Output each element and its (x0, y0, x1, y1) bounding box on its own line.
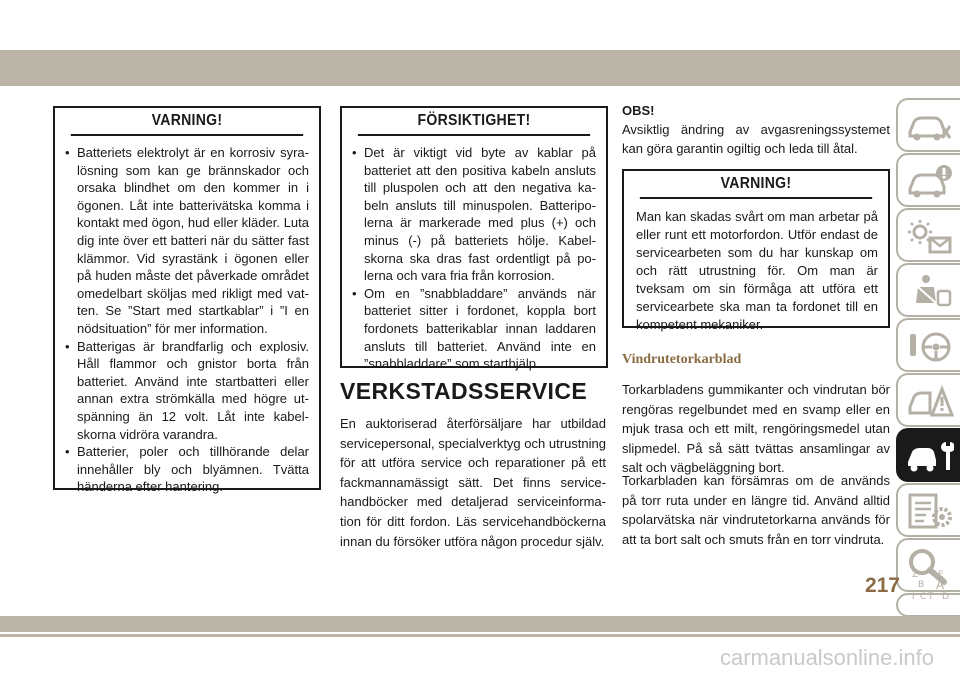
index-letter: B (918, 580, 925, 590)
index-letter: Z (912, 570, 919, 580)
warning-list (55, 136, 319, 496)
tab-lights-messages[interactable] (896, 208, 960, 262)
footer-band (0, 616, 960, 632)
car-wrench-icon (906, 438, 954, 476)
wiper-paragraph: Torkarbladens gummikanter och vindrutan bör rengöras regelbundet med en svamp eller en mjuk trasa och ett milt, rengöringsmedel utan slipmedel. På så sätt tvättas ansamlingar av salt och vägbeläggning bort. (622, 382, 890, 476)
watermark: carmanualsonline.info (719, 645, 934, 670)
index-letters-icon (906, 567, 954, 605)
wiper-paragraph: Torkarbladen kan försämras om de används på torr ruta under en längre tid. Använd alltid spolarvätska när vindrutetorkarna används för att ta bort salt och smuts från en torr vindruta. (622, 473, 890, 547)
warning-item: • Batterigas är brandfarlig och explosiv. Håll flammor och gnistor borta från batteriet. Använd inte startbatteri eller annan extra strömkälla med högre utspänning än 12 volt. Låt inte kabelskorna vidröra varandra. (65, 338, 309, 444)
warning-title: VARNING! (71, 108, 303, 136)
index-letter: D (942, 592, 949, 602)
tab-car-warning[interactable] (896, 98, 960, 152)
warning-text: Man kan skadas svårt om man arbetar på eller runt ett motorfordon. Utför endast de servicearbeten som du har kunskap om och rätt utrustning för. Om man är tveksam om sin förmåga att utföra ett servicearbete ska man ta fordonet till en kompetent mekaniker. (636, 209, 878, 332)
tab-car-info[interactable] (896, 153, 960, 207)
section-heading-workshop-service: VERKSTADSSERVICE (340, 378, 588, 404)
warning-box-battery (53, 106, 321, 495)
header-band (0, 50, 960, 86)
tab-driving[interactable] (896, 318, 960, 372)
tab-index[interactable] (896, 570, 960, 617)
note-text: Avsiktlig ändring av avgasreningssystemet kan göra garantin ogiltig och leda till åtal. (622, 122, 890, 156)
index-letter: T (928, 592, 934, 602)
caution-box (340, 106, 608, 372)
caution-title: FÖRSIKTIGHET! (358, 108, 590, 136)
tab-service-maintenance[interactable] (896, 428, 960, 482)
warning-title: VARNING! (640, 171, 872, 199)
note-title: OBS! (622, 103, 655, 118)
car-info-icon (906, 163, 954, 201)
warning-box-service (622, 169, 890, 332)
seatbelt-icon (906, 273, 954, 311)
caution-item: • Om en ”snabbladdare” används när batteriet sitter i fordonet, koppla bort fordonets batterikablar innan laddaren ansluts till batteriet. Använd inte en ”snabbladdare” som starthjälp. (352, 285, 596, 373)
caution-item: • Det är viktigt vid byte av kablar på batteriet att den positiva kabeln ansluts till pluspolen och att den negativa kabeln ansluts till minuspolen. Batteripolerna är markerade med plus (+) och minus (-) på batteriets hölje. Kabelskorna ska dras fast ordentligt på polerna och vara fria från korrosion. (352, 144, 596, 285)
page-number: 217 (864, 574, 900, 597)
workshop-service-text: En auktoriserad återförsäljare har utbildad servicepersonal, specialverktyg och utrustning för att utföra service och reparationer på ett fackmannamässigt sätt. Det finns servicehandböcker med detaljerad serviceinformation för ditt fordon. Läs servicehandböckerna innan du försöker utföra någon procedur själv. (340, 416, 606, 549)
warning-item: • Batteriets elektrolyt är en korrosiv syralösning som kan ge brännskador och orsaka blindhet om den kommer in i ögonen. Låt inte batterivätska komma i kontakt med ögon, hud eller kläder. Luta dig inte över ett batteri när du sätter fast klämmor. Vid syrastänk i ögonen eller på huden måste det påverkade området omedelbart sköljas med rikligt med vatten. Se ”Start med startkablar” i ”I en nödsituation” för mer information. (65, 144, 309, 338)
list-gear-icon (906, 493, 954, 531)
index-letter: E (938, 570, 944, 580)
car-warning-icon (906, 108, 954, 146)
index-letter: I (912, 592, 915, 602)
footer-line (0, 634, 960, 637)
warning-item: • Batterier, poler och tillhörande delar innehåller bly och blyämnen. Tvätta händerna efter hantering. (65, 443, 309, 496)
tab-emergency[interactable] (896, 373, 960, 427)
steering-wheel-icon (906, 328, 954, 366)
caution-list (342, 136, 606, 373)
index-letter: C (920, 592, 927, 602)
index-letter: A (936, 578, 945, 592)
tab-specifications[interactable] (896, 483, 960, 537)
subheading-wiper-blades: Vindrutetorkarblad (622, 352, 742, 367)
hazard-triangle-icon (906, 383, 954, 421)
sun-envelope-icon (906, 218, 954, 256)
tab-safety[interactable] (896, 263, 960, 317)
